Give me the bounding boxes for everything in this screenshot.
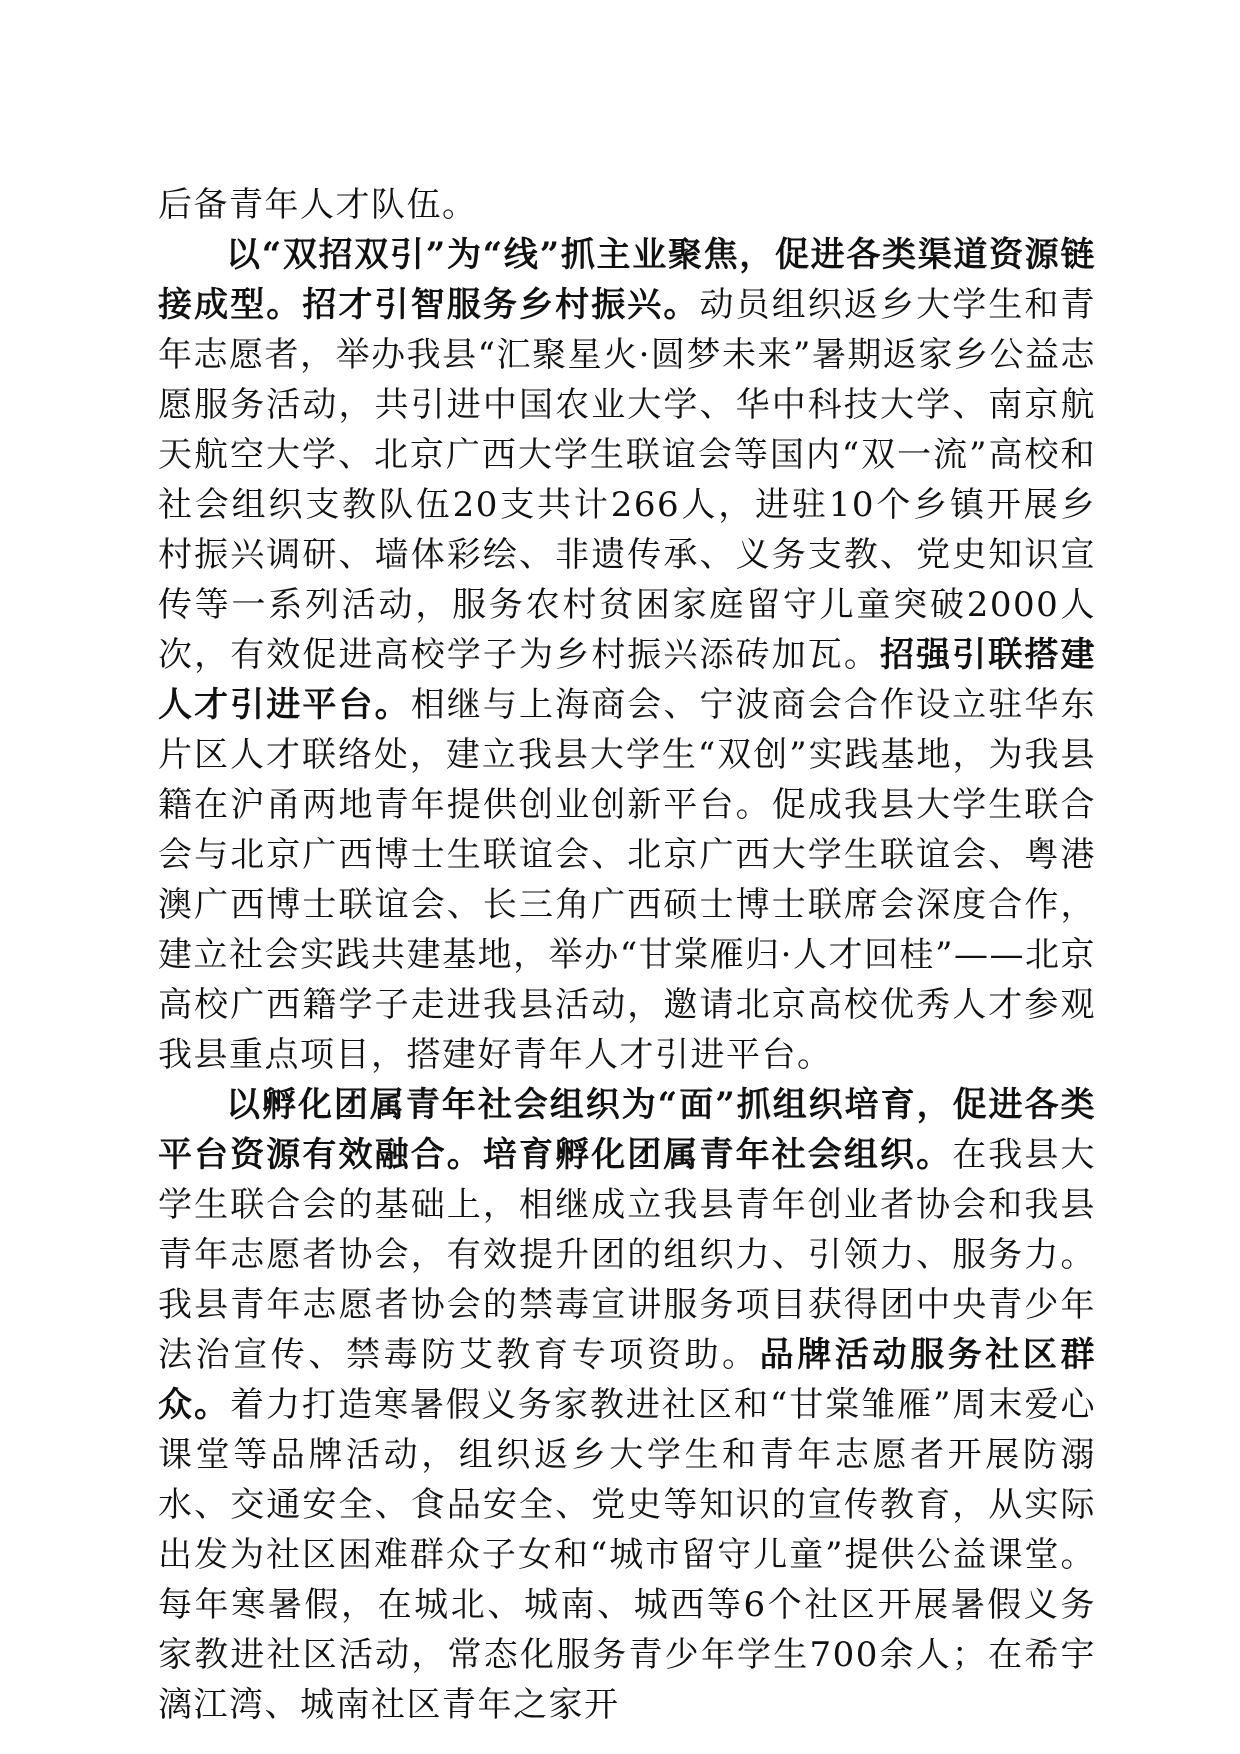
paragraph-2-body-1: 动员组织返乡大学生和青年志愿者，举办我县“汇聚星火·圆梦未来”暑期返家乡公益志愿服务活动，共引进中国农业大学、华中科技大学、南京航天航空大学、北京广西大学生联谊会等国内“双一流”高校和社会组织支教队伍20支共计266人，进驻10个乡镇开展乡村振兴调研、墙体彩绘、非遗传承、义务支教、党史知识宣传等一系列活动，服务农村贫困家庭留守儿童突破2000人次，有效促进高校学子为乡村振兴添砖加瓦。 [158, 285, 1096, 675]
document-page [158, 180, 1096, 1730]
paragraph-3 [158, 1080, 1096, 1730]
paragraph-3-subheading: 品牌活动服务社区群众。 [158, 1335, 1097, 1425]
paragraph-3-body-1: 在我县大学生联合会的基础上，相继成立我县青年创业者协会和我县青年志愿者协会，有效提升团的组织力、引领力、服务力。我县青年志愿者协会的禁毒宣讲服务项目获得团中央青少年法治宣传、禁毒防艾教育专项资助。 [158, 1135, 1097, 1375]
paragraph-1 [158, 180, 1096, 230]
paragraph-3-heading: 以孵化团属青年社会组织为“面”抓组织培育，促进各类平台资源有效融合。培育孵化团属青年社会组织。 [158, 1085, 1096, 1175]
paragraph-2-body-2: 相继与上海商会、宁波商会合作设立驻华东片区人才联络处，建立我县大学生“双创”实践基地，为我县籍在沪甬两地青年提供创业创新平台。促成我县大学生联合会与北京广西博士生联谊会、北京广西大学生联谊会、粤港澳广西博士联谊会、长三角广西硕士博士联席会深度合作，建立社会实践共建基地，举办“甘棠雁归·人才回桂”——北京高校广西籍学子走进我县活动，邀请北京高校优秀人才参观我县重点项目，搭建好青年人才引进平台。 [158, 685, 1097, 1075]
paragraph-2-heading: 以“双招双引”为“线”抓主业聚焦，促进各类渠道资源链接成型。招才引智服务乡村振兴。 [158, 235, 1096, 325]
paragraph-2-subheading: 招强引联搭建人才引进平台。 [158, 635, 1096, 725]
paragraph-1-text: 后备青年人才队伍。 [158, 185, 478, 225]
paragraph-2 [158, 230, 1096, 1080]
paragraph-3-body-2: 着力打造寒暑假义务家教进社区和“甘棠雏雁”周末爱心课堂等品牌活动，组织返乡大学生和青年志愿者开展防溺水、交通安全、食品安全、党史等知识的宣传教育，从实际出发为社区困难群众子女和“城市留守儿童”提供公益课堂。每年寒暑假，在城北、城南、城西等6个社区开展暑假义务家教进社区活动，常态化服务青少年学生700余人；在希宇漓江湾、城南社区青年之家开 [158, 1385, 1097, 1725]
